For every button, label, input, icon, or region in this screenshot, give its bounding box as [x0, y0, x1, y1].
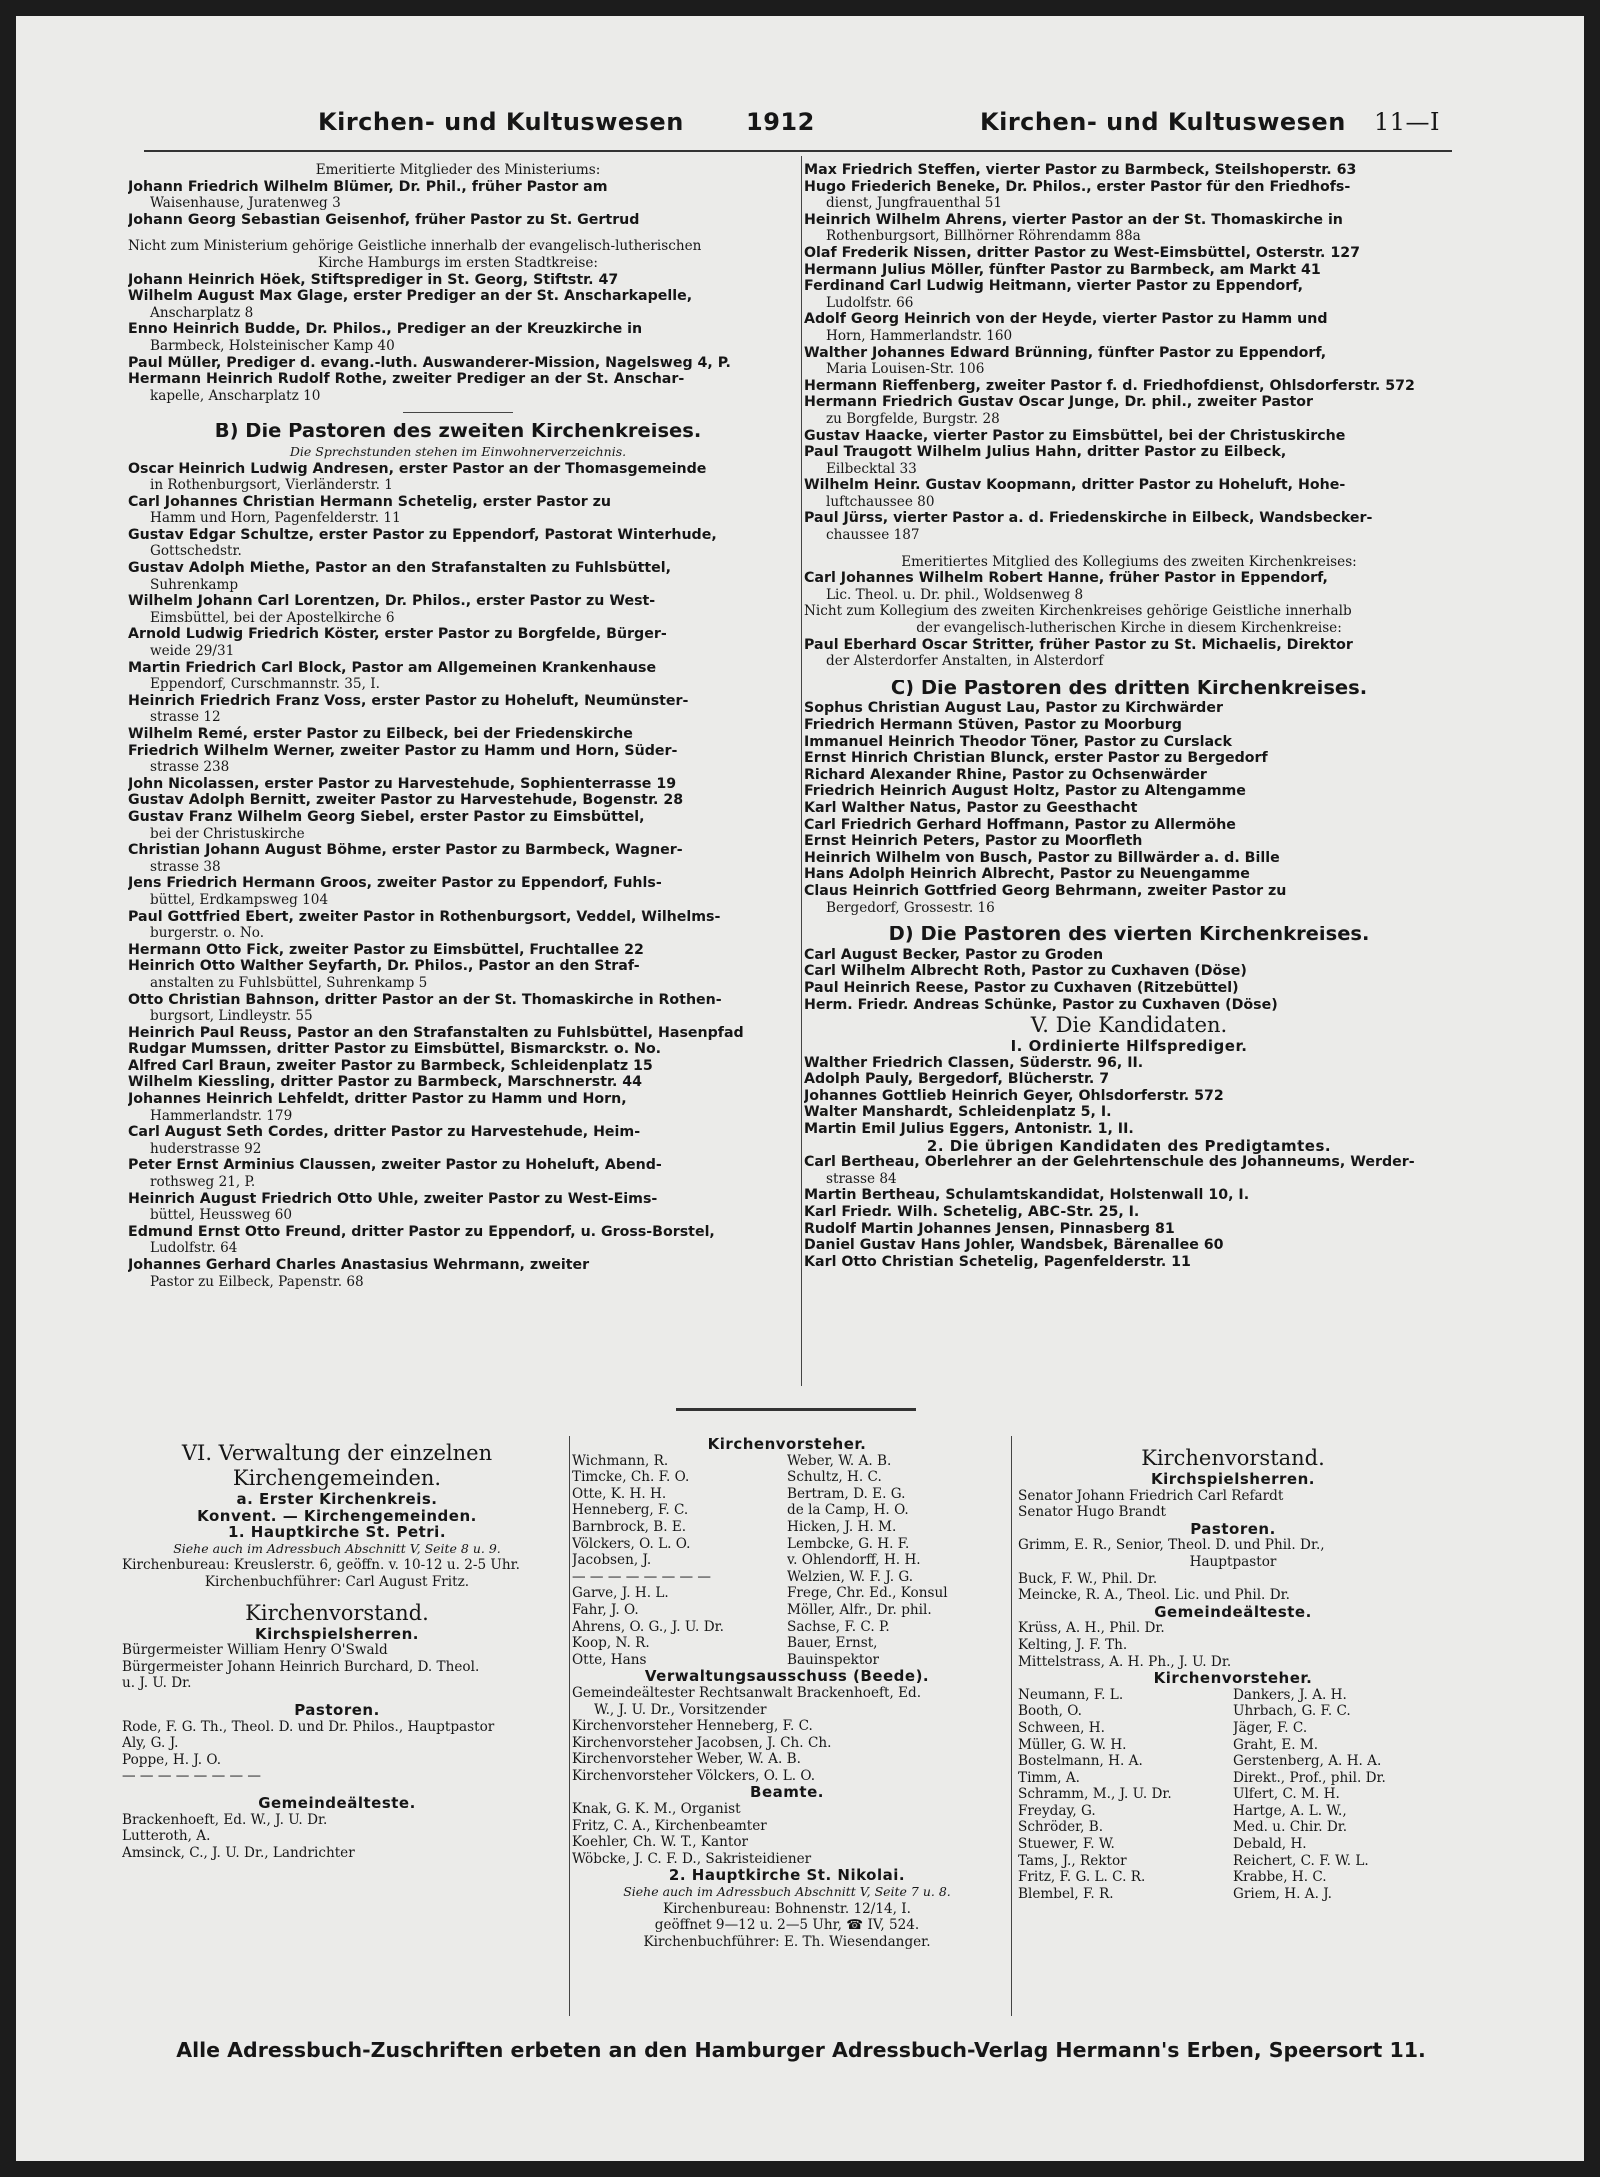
entry-line: Mittelstrass, A. H. Ph., J. U. Dr.: [1018, 1653, 1232, 1670]
entry-line: Wilhelm Heinr. Gustav Koopmann, dritter Pastor zu Hoheluft, Hohe-: [804, 477, 1346, 494]
list-item: Jacobsen, J.: [572, 1552, 652, 1569]
entry-line: Senator Hugo Brandt: [1018, 1504, 1167, 1521]
name-pair-row: [572, 1619, 1002, 1636]
entry-line: weide 29/31: [150, 643, 235, 660]
entry-line: Carl August Seth Cordes, dritter Pastor zu Harvestehude, Heim-: [128, 1124, 641, 1141]
entry-line: Kirchenvorsteher Jacobsen, J. Ch. Ch.: [572, 1734, 832, 1751]
list-item: Med. u. Chir. Dr.: [1233, 1819, 1348, 1836]
entry-line: geöffnet 9—12 u. 2—5 Uhr, ☎ IV, 524.: [654, 1917, 920, 1934]
entry-line: Hermann Otto Fick, zweiter Pastor zu Eimsbüttel, Fruchtallee 22: [128, 941, 644, 958]
list-item: Hartge, A. L. W.,: [1233, 1802, 1347, 1819]
name-pair-row: [572, 1486, 1002, 1503]
entry-line: Friedrich Wilhelm Werner, zweiter Pastor zu Hamm und Horn, Süder-: [128, 742, 678, 759]
entry-line: John Nicolassen, erster Pastor zu Harvestehude, Sophienterrasse 19: [128, 775, 677, 792]
entry-line: Hermann Friedrich Gustav Oscar Junge, Dr. phil., zweiter Pastor: [804, 394, 1313, 411]
section-heading: Gemeindeälteste.: [258, 1794, 416, 1812]
entry-line: luftchaussee 80: [826, 493, 935, 510]
name-pair-row: [572, 1652, 1002, 1669]
list-item: Dankers, J. A. H.: [1233, 1686, 1347, 1703]
section-heading: C) Die Pastoren des dritten Kirchenkreises.: [890, 679, 1368, 697]
entry-line: Wilhelm Remé, erster Pastor zu Eilbeck, bei der Friedenskirche: [128, 726, 633, 742]
list-item: Schultz, H. C.: [787, 1469, 882, 1486]
list-item: Ulfert, C. M. H.: [1233, 1786, 1340, 1803]
name-pair-row: [572, 1585, 1002, 1602]
spacer: [804, 544, 1454, 554]
list-item: Lembcke, G. H. F.: [787, 1535, 910, 1552]
name-pair-row: [572, 1552, 1002, 1569]
list-item: Krabbe, H. C.: [1233, 1869, 1327, 1886]
entry-line: Kelting, J. F. Th.: [1018, 1636, 1128, 1653]
entry-line: zu Borgfelde, Burgstr. 28: [826, 410, 1000, 427]
entry-line: strasse 38: [150, 858, 221, 875]
entry-line: Johannes Gottlieb Heinrich Geyer, Ohlsdorferstr. 572: [804, 1087, 1224, 1104]
entry-line: Kirchenvorsteher Völckers, O. L. O.: [572, 1767, 816, 1784]
entry-line: Friedrich Hermann Stüven, Pastor zu Moorburg: [804, 717, 1182, 733]
entry-line: Otto Christian Bahnson, dritter Pastor an der St. Thomaskirche in Rothen-: [128, 991, 722, 1008]
entry-line: Emeritiertes Mitglied des Kollegiums des zweiten Kirchenkreises:: [901, 553, 1357, 570]
entry-line: dienst, Jungfrauenthal 51: [826, 195, 1003, 212]
entry-line: Knak, G. K. M., Organist: [572, 1801, 741, 1818]
entry-line: Wöbcke, J. C. F. D., Sakristeidiener: [572, 1850, 812, 1867]
spacer: [122, 1591, 552, 1601]
entry-line: Koehler, Ch. W. T., Kantor: [572, 1834, 749, 1851]
entry-line: Emeritierte Mitglieder des Ministeriums:: [315, 162, 601, 178]
section-heading: 1. Hauptkirche St. Petri.: [227, 1524, 447, 1541]
name-pair-row: [1018, 1836, 1448, 1853]
entry-line: Kirchenbureau: Bohnenstr. 12/14, I.: [662, 1900, 911, 1917]
entry-line: Hugo Friederich Beneke, Dr. Philos., erster Pastor für den Friedhofs-: [804, 178, 1351, 195]
entry-line: Johannes Gerhard Charles Anastasius Wehrmann, zweiter: [128, 1257, 590, 1273]
name-pair-row: [572, 1469, 1002, 1486]
section-heading: Konvent. — Kirchengemeinden.: [197, 1507, 477, 1525]
entry-line: Hermann Julius Möller, fünfter Pastor zu Barmbeck, am Markt 41: [804, 261, 1321, 278]
list-item: Direkt., Prof., phil. Dr.: [1233, 1769, 1386, 1786]
kirchenvorsteher-heading: Kirchenvorsteher.: [707, 1435, 867, 1453]
section-heading: Kirchspielsherren.: [1151, 1471, 1315, 1488]
entry-line: Carl August Becker, Pastor zu Groden: [804, 946, 1104, 963]
entry-line: Wilhelm Johann Carl Lorentzen, Dr. Philos., erster Pastor zu West-: [128, 593, 656, 610]
section-heading: Gemeindeälteste.: [1154, 1603, 1312, 1621]
section-heading: VI. Verwaltung der einzelnen: [181, 1441, 493, 1465]
entry-line: Heinrich Otto Walther Seyfarth, Dr. Philos., Pastor an den Straf-: [128, 958, 640, 975]
entry-line: strasse 84: [826, 1170, 897, 1187]
list-item: Timcke, Ch. F. O.: [572, 1469, 690, 1486]
section-rule: [676, 1408, 916, 1411]
entry-line: Senator Johann Friedrich Carl Refardt: [1018, 1487, 1284, 1504]
entry-line: Johann Georg Sebastian Geisenhof, früher Pastor zu St. Gertrud: [128, 211, 640, 228]
name-pair-row: [1018, 1786, 1448, 1803]
entry-line: Walther Friedrich Classen, Süderstr. 96, II.: [804, 1054, 1144, 1071]
entry-line: chaussee 187: [826, 527, 920, 544]
entry-line: Kirchenbureau: Kreuslerstr. 6, geöffn. v. 10-12 u. 2-5 Uhr.: [122, 1557, 520, 1574]
entry-line: Sophus Christian August Lau, Pastor zu Kirchwärder: [804, 700, 1223, 717]
entry-line: Karl Otto Christian Schetelig, Pagenfelderstr. 11: [804, 1253, 1191, 1270]
entry-line: Ferdinand Carl Ludwig Heitmann, vierter Pastor zu Eppendorf,: [804, 278, 1304, 295]
section-heading: V. Die Kandidaten.: [1030, 1013, 1228, 1038]
entry-line: Lic. Theol. u. Dr. phil., Woldsenweg 8: [826, 586, 1084, 603]
entry-line: Rothenburgsort, Billhörner Röhrendamm 88a: [826, 228, 1141, 245]
entry-line: Johann Heinrich Höek, Stiftsprediger in St. Georg, Stiftstr. 47: [128, 271, 619, 288]
entry-line: rothsweg 21, P.: [150, 1174, 256, 1191]
entry-line: der Alsterdorfer Anstalten, in Alsterdorf: [826, 653, 1104, 670]
name-pair-row: [572, 1519, 1002, 1536]
name-pair-row: [572, 1502, 1002, 1519]
page-number: 11—I: [1374, 108, 1441, 136]
entry-line: Alfred Carl Braun, zweiter Pastor zu Barmbeck, Schleidenplatz 15: [128, 1057, 653, 1074]
entry-line: büttel, Erdkampsweg 104: [150, 891, 329, 908]
entry-line: strasse 238: [150, 759, 230, 776]
entry-line: Eimsbüttel, bei der Apostelkirche 6: [150, 609, 395, 626]
entry-line: Wilhelm August Max Glage, erster Prediger an der St. Anscharkapelle,: [128, 288, 693, 305]
list-item: Wichmann, R.: [572, 1452, 669, 1469]
entry-line: — — — — — — — —: [122, 1768, 261, 1785]
entry-line: burgsort, Lindleystr. 55: [150, 1008, 313, 1025]
entry-line: Pastor zu Eilbeck, Papenstr. 68: [150, 1273, 364, 1290]
list-item: Gerstenberg, A. H. A.: [1233, 1753, 1382, 1770]
entry-line: Carl Johannes Wilhelm Robert Hanne, früher Pastor in Eppendorf,: [804, 570, 1328, 587]
entry-line: Gottschedstr.: [150, 543, 242, 560]
entry-line: Hermann Rieffenberg, zweiter Pastor f. d. Friedhofdienst, Ohlsdorferstr. 572: [804, 377, 1415, 394]
entry-line: Eilbecktal 33: [826, 460, 917, 477]
entry-line: Gemeindeältester Rechtsanwalt Brackenhoeft, Ed.: [572, 1684, 922, 1701]
list-item: Weber, W. A. B.: [787, 1452, 892, 1469]
entry-line: Buck, F. W., Phil. Dr.: [1018, 1570, 1158, 1587]
left-column: [128, 162, 788, 1290]
entry-line: Hermann Heinrich Rudolf Rothe, zweiter Prediger an der St. Anschar-: [128, 371, 685, 388]
section-heading: 2. Die übrigen Kandidaten des Predigtamtes.: [926, 1137, 1332, 1155]
name-pair-row: [1018, 1753, 1448, 1770]
list-item: Welzien, W. F. J. G.: [787, 1568, 914, 1585]
spacer: [128, 228, 788, 238]
entry-line: burgerstr. o. No.: [150, 925, 265, 942]
entry-line: Nicht zum Ministerium gehörige Geistliche innerhalb der evangelisch-lutherischen: [128, 238, 702, 255]
entry-line: Heinrich Wilhelm Ahrens, vierter Pastor an der St. Thomaskirche in: [804, 211, 1343, 228]
bottom-right-column: [1018, 1446, 1448, 1902]
entry-line: Gustav Adolph Bernitt, zweiter Pastor zu Harvestehude, Bogenstr. 28: [128, 792, 684, 809]
list-item: Jäger, F. C.: [1233, 1719, 1308, 1736]
entry-line: Barmbeck, Holsteinischer Kamp 40: [150, 337, 395, 354]
entry-line: Kirchenbuchführer: Carl August Fritz.: [204, 1573, 470, 1590]
entry-line: Hamm und Horn, Pagenfelderstr. 11: [150, 510, 401, 527]
publisher-footer: Alle Adressbuch-Zuschriften erbeten an den Hamburger Adressbuch-Verlag Hermann's Erben, Speersort 11.: [176, 2038, 1426, 2062]
entry-line: Heinrich Friedrich Franz Voss, erster Pastor zu Hoheluft, Neumünster-: [128, 692, 689, 709]
entry-line: Aly, G. J.: [122, 1735, 179, 1752]
bottom-middle-column: [572, 1436, 1002, 1950]
section-heading: Kirchenvorstand.: [1141, 1446, 1325, 1470]
entry-line: Paul Eberhard Oscar Stritter, früher Pastor zu St. Michaelis, Direktor: [804, 636, 1353, 653]
entry-line: Paul Müller, Prediger d. evang.-luth. Auswanderer-Mission, Nagelsweg 4, P.: [128, 354, 731, 371]
entry-line: Hammerlandstr. 179: [150, 1107, 293, 1124]
bottom-divider-1: [569, 1436, 570, 2016]
list-item: Garve, J. H. L.: [572, 1585, 669, 1602]
entry-line: Carl Wilhelm Albrecht Roth, Pastor zu Cuxhaven (Döse): [804, 963, 1247, 980]
entry-line: Friedrich Heinrich August Holtz, Pastor zu Altengamme: [804, 783, 1246, 800]
entry-line: Bergedorf, Grossestr. 16: [826, 899, 995, 916]
entry-line: Maria Louisen-Str. 106: [826, 361, 985, 378]
list-item: Freyday, G.: [1018, 1802, 1096, 1819]
entry-line: Olaf Frederik Nissen, dritter Pastor zu West-Eimsbüttel, Osterstr. 127: [804, 244, 1360, 261]
name-pair-row: [572, 1453, 1002, 1470]
section-heading: Kirchenvorstand.: [245, 1600, 429, 1625]
section-heading: Kirchspielsherren.: [255, 1625, 419, 1643]
list-item: Neumann, F. L.: [1018, 1686, 1124, 1703]
name-pair-row: [1018, 1737, 1448, 1754]
entry-line: Horn, Hammerlandstr. 160: [826, 327, 1013, 344]
entry-line: bei der Christuskirche: [150, 825, 305, 842]
list-item: Stuewer, F. W.: [1018, 1836, 1115, 1853]
entry-line: Kirchenvorsteher Weber, W. A. B.: [572, 1751, 801, 1768]
section-heading: D) Die Pastoren des vierten Kirchenkreises.: [888, 926, 1370, 943]
list-item: Barnbrock, B. E.: [572, 1518, 687, 1535]
entry-line: Max Friedrich Steffen, vierter Pastor zu Barmbeck, Steilshoperstr. 63: [804, 162, 1357, 178]
list-item: Ahrens, O. G., J. U. Dr.: [572, 1618, 724, 1635]
entry-line: Fritz, C. A., Kirchenbeamter: [572, 1817, 767, 1834]
short-rule: [403, 412, 513, 413]
list-item: Bertram, D. E. G.: [787, 1485, 906, 1502]
entry-line: Martin Emil Julius Eggers, Antonistr. 1, II.: [804, 1121, 1134, 1138]
entry-line: Kirchenbuchführer: E. Th. Wiesendanger.: [643, 1933, 931, 1950]
entry-line: Carl Bertheau, Oberlehrer an der Gelehrtenschule des Johanneums, Werder-: [804, 1154, 1415, 1171]
section-heading: Verwaltungsausschuss (Beede).: [644, 1668, 930, 1685]
entry-line: Lutteroth, A.: [122, 1828, 211, 1845]
list-item: Schramm, M., J. U. Dr.: [1018, 1786, 1172, 1803]
section-heading: I. Ordinierte Hilfsprediger.: [1010, 1038, 1248, 1055]
entry-line: Arnold Ludwig Friedrich Köster, erster Pastor zu Borgfelde, Bürger-: [128, 626, 667, 643]
entry-line: Ernst Heinrich Peters, Pastor zu Moorfleth: [804, 833, 1143, 850]
entry-line: huderstrasse 92: [150, 1140, 262, 1157]
entry-line: W., J. U. Dr., Vorsitzender: [594, 1701, 767, 1718]
list-item: Otte, Hans: [572, 1651, 647, 1668]
entry-line: Krüss, A. H., Phil. Dr.: [1018, 1620, 1165, 1637]
entry-line: Daniel Gustav Hans Johler, Wandsbek, Bärenallee 60: [804, 1237, 1224, 1254]
entry-line: Richard Alexander Rhine, Pastor zu Ochsenwärder: [804, 766, 1207, 783]
entry-line: in Rothenburgsort, Vierländerstr. 1: [150, 477, 393, 494]
entry-line: Bürgermeister William Henry O'Swald: [122, 1642, 388, 1659]
entry-line: Jens Friedrich Hermann Groos, zweiter Pastor zu Eppendorf, Fuhls-: [128, 875, 662, 892]
entry-line: Karl Friedr. Wilh. Schetelig, ABC-Str. 25, I.: [804, 1204, 1140, 1221]
entry-line: Eppendorf, Curschmannstr. 35, I.: [150, 676, 380, 693]
entry-line: Paul Gottfried Ebert, zweiter Pastor in Rothenburgsort, Veddel, Wilhelms-: [128, 908, 721, 925]
section-heading: Pastoren.: [294, 1701, 380, 1719]
list-item: Hicken, J. H. M.: [787, 1518, 897, 1535]
list-item: Möller, Alfr., Dr. phil.: [787, 1601, 932, 1618]
list-item: Fahr, J. O.: [572, 1601, 639, 1618]
entry-line: Edmund Ernst Otto Freund, dritter Pastor zu Eppendorf, u. Gross-Borstel,: [128, 1223, 715, 1240]
entry-line: Wilhelm Kiessling, dritter Pastor zu Barmbeck, Marschnerstr. 44: [128, 1074, 643, 1091]
entry-line: Anscharplatz 8: [150, 304, 254, 321]
entry-line: Oscar Heinrich Ludwig Andresen, erster Pastor an der Thomasgemeinde: [128, 460, 707, 477]
entry-line: Paul Traugott Wilhelm Julius Hahn, dritter Pastor zu Eilbeck,: [804, 444, 1287, 461]
column-divider: [801, 156, 802, 1386]
name-pair-row: [1018, 1853, 1448, 1870]
list-item: Sachse, F. C. P.: [787, 1618, 890, 1635]
kirchenvorsteher-list-2: [1018, 1687, 1448, 1903]
entry-line: Meincke, R. A., Theol. Lic. und Phil. Dr.: [1018, 1587, 1290, 1604]
list-item: Blembel, F. R.: [1018, 1885, 1114, 1902]
entry-line: Amsinck, C., J. U. Dr., Landrichter: [122, 1844, 355, 1861]
entry-line: Waisenhause, Juratenweg 3: [150, 195, 341, 212]
list-item: Reichert, C. F. W. L.: [1233, 1852, 1369, 1869]
list-item: Otte, K. H. H.: [572, 1485, 667, 1502]
entry-line: Ludolfstr. 66: [826, 294, 914, 311]
bottom-divider-2: [1011, 1436, 1012, 2016]
entry-line: Hans Adolph Heinrich Albrecht, Pastor zu Neuengamme: [804, 866, 1250, 883]
entry-line: Kirche Hamburgs im ersten Stadtkreise:: [318, 254, 598, 271]
name-pair-row: [1018, 1886, 1448, 1903]
entry-line: Adolf Georg Heinrich von der Heyde, vierter Pastor zu Hamm und: [804, 311, 1328, 328]
section-heading: Kirchengemeinden.: [232, 1466, 442, 1490]
name-pair-row: [1018, 1720, 1448, 1737]
list-item: Koop, N. R.: [572, 1635, 650, 1652]
list-item: Timm, A.: [1018, 1769, 1080, 1786]
list-item: Bauer, Ernst,: [787, 1635, 878, 1652]
section-heading: B) Die Pastoren des zweiten Kirchenkreises.: [214, 423, 702, 440]
entry-line: Immanuel Heinrich Theodor Töner, Pastor zu Curslack: [804, 733, 1232, 750]
list-item: de la Camp, H. O.: [787, 1502, 909, 1519]
entry-line: Heinrich Paul Reuss, Pastor an den Strafanstalten zu Fuhlsbüttel, Hasenpfad: [128, 1024, 744, 1041]
spacer: [122, 1785, 552, 1795]
list-item: Fritz, F. G. L. C. R.: [1018, 1869, 1146, 1886]
entry-line: Martin Friedrich Carl Block, Pastor am Allgemeinen Krankenhause: [128, 659, 657, 676]
list-item: Griem, H. A. J.: [1233, 1885, 1332, 1902]
name-pair-row: [572, 1635, 1002, 1652]
entry-line: Walther Johannes Edward Brünning, fünfter Pastor zu Eppendorf,: [804, 344, 1327, 361]
list-item: Tams, J., Rektor: [1018, 1852, 1127, 1869]
bottom-left-column: [122, 1441, 552, 1861]
list-item: Müller, G. W. H.: [1018, 1736, 1127, 1753]
list-item: Graht, E. M.: [1233, 1736, 1319, 1753]
entry-line: Heinrich Wilhelm von Busch, Pastor zu Billwärder a. d. Bille: [804, 849, 1280, 866]
entry-line: Brackenhoeft, Ed. W., J. U. Dr.: [122, 1811, 328, 1828]
entry-line: kapelle, Anscharplatz 10: [150, 387, 321, 404]
entry-line: Enno Heinrich Budde, Dr. Philos., Prediger an der Kreuzkirche in: [128, 321, 643, 338]
entry-line: der evangelisch-lutherischen Kirche in diesem Kirchenkreise:: [916, 620, 1342, 637]
entry-line: strasse 12: [150, 709, 221, 726]
entry-line: Kirchenvorsteher Henneberg, F. C.: [572, 1718, 813, 1735]
section-heading: Beamte.: [750, 1784, 824, 1802]
list-item: Völckers, O. L. O.: [572, 1535, 691, 1552]
entry-line: Johann Friedrich Wilhelm Blümer, Dr. Phil., früher Pastor am: [128, 178, 608, 195]
list-item: v. Ohlendorff, H. H.: [787, 1552, 921, 1569]
entry-line: Herm. Friedr. Andreas Schünke, Pastor zu Cuxhaven (Döse): [804, 996, 1278, 1013]
spacer: [122, 1692, 552, 1702]
kirchenvorsteher-list: [572, 1453, 1002, 1669]
section-heading: Pastoren.: [1190, 1520, 1276, 1538]
entry-line: Gustav Edgar Schultze, erster Pastor zu Eppendorf, Pastorat Winterhude,: [128, 526, 717, 543]
entry-line: büttel, Heussweg 60: [150, 1207, 293, 1224]
header-right-title: Kirchen- und Kultuswesen: [980, 108, 1346, 136]
entry-line: Karl Walther Natus, Pastor zu Geesthacht: [804, 799, 1138, 816]
entry-line: Siehe auch im Adressbuch Abschnitt V, Seite 8 u. 9.: [173, 1540, 501, 1556]
entry-line: u. J. U. Dr.: [122, 1675, 192, 1692]
entry-line: Gustav Haacke, vierter Pastor zu Eimsbüttel, bei der Christuskirche: [804, 427, 1346, 444]
section-heading: Kirchenvorsteher.: [1153, 1670, 1313, 1687]
name-pair-row: [572, 1536, 1002, 1553]
name-pair-row: [1018, 1819, 1448, 1836]
list-item: Schween, H.: [1018, 1719, 1105, 1736]
list-item: Debald, H.: [1233, 1836, 1307, 1853]
list-item: Frege, Chr. Ed., Konsul: [787, 1585, 948, 1602]
name-pair-row: [572, 1602, 1002, 1619]
entry-line: Paul Jürss, vierter Pastor a. d. Friedenskirche in Eilbeck, Wandsbecker-: [804, 510, 1373, 527]
entry-line: Nicht zum Kollegium des zweiten Kirchenkreises gehörige Geistliche innerhalb: [804, 603, 1352, 620]
header-rule: [144, 150, 1452, 152]
list-item: Henneberg, F. C.: [572, 1502, 689, 1519]
list-item: Booth, O.: [1018, 1703, 1082, 1720]
entry-line: Die Sprechstunden stehen im Einwohnerverzeichnis.: [289, 443, 627, 459]
entry-line: Claus Heinrich Gottfried Georg Behrmann, zweiter Pastor zu: [804, 882, 1287, 899]
entry-line: Johannes Heinrich Lehfeldt, dritter Pastor zu Hamm und Horn,: [128, 1091, 627, 1108]
entry-line: Carl Johannes Christian Hermann Schetelig, erster Pastor zu: [128, 493, 611, 510]
entry-line: Adolph Pauly, Bergedorf, Blücherstr. 7: [804, 1071, 1110, 1088]
name-pair-row: [1018, 1869, 1448, 1886]
name-pair-row: [1018, 1803, 1448, 1820]
list-item: Bauinspektor: [787, 1651, 880, 1668]
entry-line: Walter Manshardt, Schleidenplatz 5, I.: [804, 1104, 1112, 1121]
entry-line: Hauptpastor: [1189, 1553, 1277, 1570]
entry-line: Rudolf Martin Johannes Jensen, Pinnasberg 81: [804, 1220, 1175, 1237]
entry-line: Carl Friedrich Gerhard Hoffmann, Pastor zu Allermöhe: [804, 816, 1236, 833]
name-pair-row: [1018, 1703, 1448, 1720]
entry-line: anstalten zu Fuhlsbüttel, Suhrenkamp 5: [150, 974, 428, 991]
list-item: Bostelmann, H. A.: [1018, 1753, 1143, 1770]
entry-line: Martin Bertheau, Schulamtskandidat, Holstenwall 10, I.: [804, 1187, 1250, 1204]
entry-line: Ludolfstr. 64: [150, 1240, 238, 1257]
list-item: — — — — — — — —: [572, 1568, 711, 1585]
name-pair-row: [1018, 1687, 1448, 1704]
right-column: [804, 162, 1454, 1270]
section-heading: 2. Hauptkirche St. Nikolai.: [668, 1867, 906, 1885]
name-pair-row: [1018, 1770, 1448, 1787]
entry-line: Siehe auch im Adressbuch Abschnitt V, Seite 7 u. 8.: [623, 1884, 951, 1900]
entry-line: Gustav Adolph Miethe, Pastor an den Strafanstalten zu Fuhlsbüttel,: [128, 560, 672, 577]
entry-line: Gustav Franz Wilhelm Georg Siebel, erster Pastor zu Eimsbüttel,: [128, 808, 645, 825]
name-pair-row: [572, 1569, 1002, 1586]
header-left-title: Kirchen- und Kultuswesen: [318, 108, 684, 136]
list-item: Uhrbach, G. F. C.: [1233, 1703, 1351, 1720]
header-year: 1912: [746, 108, 815, 136]
entry-line: Paul Heinrich Reese, Pastor zu Cuxhaven (Ritzebüttel): [804, 979, 1239, 996]
section-heading: a. Erster Kirchenkreis.: [236, 1491, 438, 1508]
list-item: Schröder, B.: [1018, 1819, 1104, 1836]
entry-line: Peter Ernst Arminius Claussen, zweiter Pastor zu Hoheluft, Abend-: [128, 1157, 662, 1174]
entry-line: Suhrenkamp: [150, 576, 239, 593]
entry-line: Rode, F. G. Th., Theol. D. und Dr. Philos., Hauptpastor: [122, 1718, 495, 1735]
entry-line: Rudgar Mumssen, dritter Pastor zu Eimsbüttel, Bismarckstr. o. No.: [128, 1041, 662, 1058]
page-sheet: [16, 16, 1584, 2161]
entry-line: Grimm, E. R., Senior, Theol. D. und Phil. Dr.,: [1018, 1537, 1325, 1554]
entry-line: Ernst Hinrich Christian Blunck, erster Pastor zu Bergedorf: [804, 750, 1268, 767]
entry-line: Christian Johann August Böhme, erster Pastor zu Barmbeck, Wagner-: [128, 842, 683, 859]
entry-line: Poppe, H. J. O.: [122, 1751, 222, 1768]
entry-line: Heinrich August Friedrich Otto Uhle, zweiter Pastor zu West-Eims-: [128, 1190, 658, 1207]
entry-line: Bürgermeister Johann Heinrich Burchard, D. Theol.: [122, 1658, 480, 1675]
